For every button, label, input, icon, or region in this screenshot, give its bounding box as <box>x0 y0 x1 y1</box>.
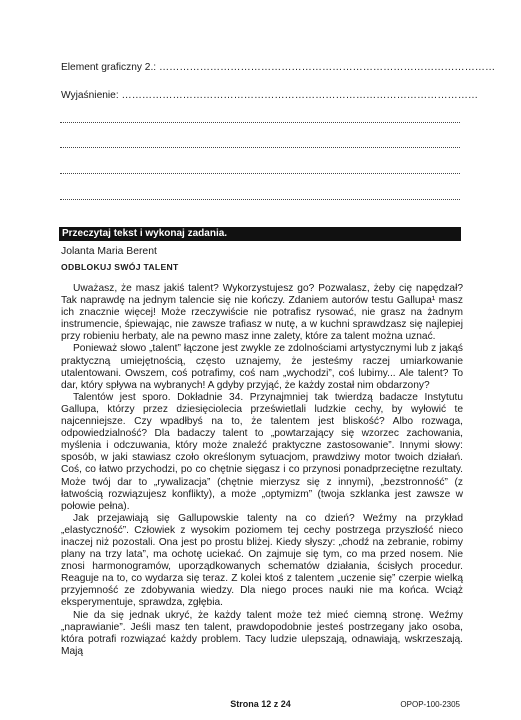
paragraph: Jak przejawiają się Gallupowskie talenty na co dzień? Weźmy na przykład „elastyczność”. Człowiek z wysokim poziomem tej cechy postrzega przyszłość nieco inaczej niż pozostali. Ona jest po prostu bliżej. Kiedy słyszy: „chodź na zebranie, robimy plany na trzy lata”, ma ochotę uciekać. On zajmuje się tym, co ma przed nosem. Nie znosi harmonogramów, uporządkowanych schematów działania, ścisłych procedur. Reaguje na to, co wydarza się teraz. Z kolei ktoś z talentem „uczenie się” czerpie wielką przyjemność ze zdobywania wiedzy. Dla niego proces nauki nie ma końca. Wciąż eksperymentuje, sprawdza, zgłębia. <box>61 512 463 609</box>
answer-line[interactable] <box>60 121 460 123</box>
answer-line[interactable] <box>60 198 460 200</box>
explanation-label: Wyjaśnienie: <box>61 90 119 101</box>
article-body <box>61 283 463 658</box>
graphic-element-2-label: Element graficzny 2.: <box>61 62 157 73</box>
article-title <box>61 262 179 272</box>
paragraph: Talentów jest sporo. Dokładnie 34. Przynajmniej tak twierdzą badacze Instytutu Gallupa, którzy przez dziesięciolecia prześwietlali ludzkie cechy, by wyłowić te najcenniejsze. Czy wpadłbyś na to, że talentem jest bliskość? Albo rozwaga, odpowiedzialność? Dla badaczy talent to „powtarzający się wzorzec zachowania, myślenia i odczuwania, który może znaleźć praktyczne zastosowanie”. Innymi słowy: sposób, w jaki stawiasz czoło określonym sytuacjom, prawdziwy motor twoich działań. Coś, co łatwo przychodzi, po co chętnie sięgasz i co przynosi ponadprzeciętne rezultaty. Może twój dar to „rywalizacja” (chętnie mierzysz się z innymi), „bezstronność” (z łatwością rozwiązujesz konflikty), a może „optymizm” (twoja szklanka jest zawsze w połowie pełna). <box>61 391 463 512</box>
answer-line[interactable] <box>60 146 460 148</box>
answer-line[interactable] <box>60 172 460 174</box>
article-author: Jolanta Maria Berent <box>61 246 157 257</box>
paragraph: Ponieważ słowo „talent” łączone jest zwykle ze zdolnościami artystycznymi lub z jakąś praktyczną umiejętnością, często uznajemy, że jesteśmy raczej umiarkowanie utalentowani. Owszem, coś potrafimy, coś nam „wychodzi”, coś lubimy... Ale talent? To dar, który spływa na wybranych! A gdyby przyjąć, że każdy został nim obdarzony? <box>61 343 463 391</box>
exam-code: OPOP-100-2305 <box>400 700 460 709</box>
explanation-answer-line[interactable]: …………………………………………………………………………………………… <box>121 90 479 101</box>
paragraph: Nie da się jednak ukryć, że każdy talent może też mieć ciemną stronę. Weźmy „naprawianie”. Jeśli masz ten talent, prawdopodobnie jesteś postrzegany jako osoba, która potrafi rozwiązać każdy problem. Tacy ludzie ulepszają, odnawiają, wskrzeszają. Mają <box>61 609 463 657</box>
paragraph: Uważasz, że masz jakiś talent? Wykorzystujesz go? Pozwalasz, żeby cię napędzał? Tak naprawdę na jednym talencie się nie kończy. Zdaniem autorów testu Gallupa¹ masz ich znacznie więcej! Może rzeczywiście nie potrafisz rysować, nie grasz na żadnym instrumencie, śpiewając, nie zawsze trafiasz w nutę, a w kuchni sprawdzasz się najlepiej przy robieniu herbaty, ale na pewno masz inne zalety, które za talent można uznać. <box>61 283 463 343</box>
explanation-row <box>61 90 478 102</box>
graphic-element-2-answer-line[interactable]: ……………………………………………………………………………………… <box>158 62 496 73</box>
task-banner: Przeczytaj tekst i wykonaj zadania. <box>59 227 461 241</box>
page-number: Strona 12 z 24 <box>230 699 291 709</box>
graphic-element-2-row <box>61 62 495 74</box>
article-title-text: ODBLOKUJ SWÓJ TALENT <box>61 262 179 272</box>
